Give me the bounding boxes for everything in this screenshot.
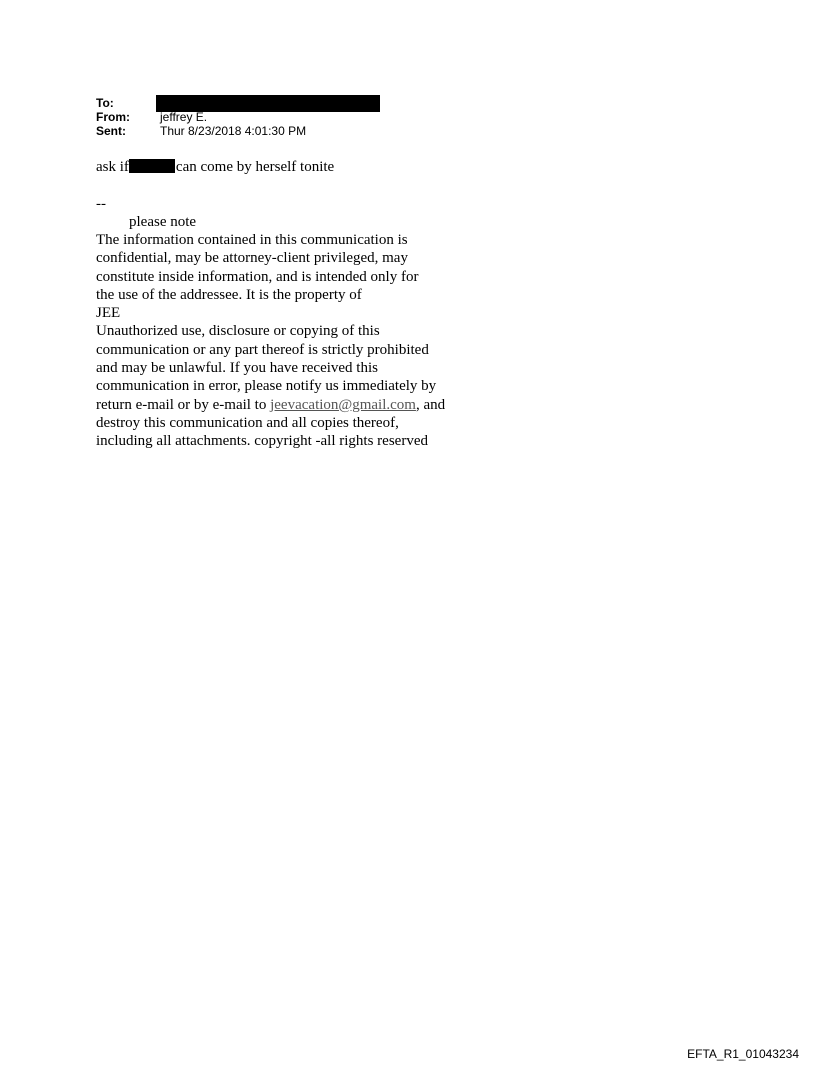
from-label: From: [96,110,130,124]
to-label: To: [96,96,114,110]
notice-line: Unauthorized use, disclosure or copying of this [96,323,380,340]
notice-line: communication or any part thereof is strictly prohibited [96,341,429,358]
redaction-bar [129,159,175,173]
confidentiality-notice [96,231,476,451]
notice-line: and may be unlawful. If you have received this [96,360,378,377]
notice-line: including all attachments. copyright -all rights reserved [96,433,428,450]
email-link[interactable]: jeevacation@gmail.com [270,396,416,413]
notice-line: constitute inside information, and is intended only for [96,268,419,285]
notice-line: destroy this communication and all copies thereof, [96,414,399,431]
notice-link-line [96,396,476,414]
notice-title: please note [129,214,197,230]
link-line-prefix: return e-mail or by e-mail to [96,396,271,413]
sent-label: Sent: [96,124,126,138]
notice-line: The information contained in this communication is [96,232,408,248]
link-line-suffix: , and [415,396,446,413]
notice-line: confidential, may be attorney-client privileged, may [96,250,408,267]
notice-line: JEE [96,305,121,322]
message-prefix: ask if [96,159,129,175]
document-id: EFTA_R1_01043234 [687,1047,799,1061]
notice-line: the use of the addressee. It is the property of [96,286,362,303]
signature-separator: -- [96,196,106,212]
sent-value: Thur 8/23/2018 4:01:30 PM [160,124,307,138]
notice-line: communication in error, please notify us immediately by [96,378,437,395]
message-body [96,158,334,176]
message-suffix: can come by herself tonite [175,159,335,175]
from-value: jeffrey E. [160,110,208,124]
